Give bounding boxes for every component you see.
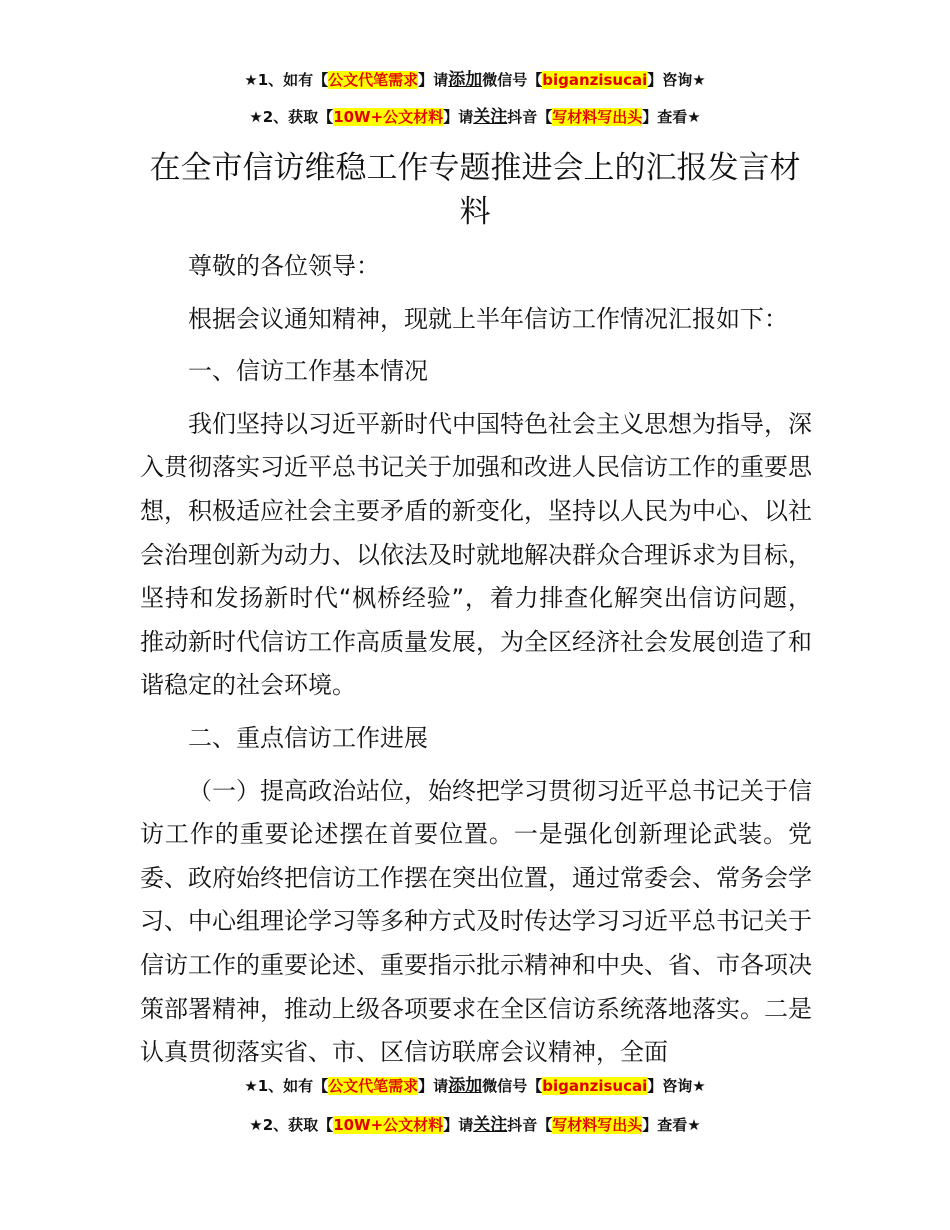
- top-banner-line-1: [0, 69, 950, 91]
- banner-text: 】咨询★: [647, 1077, 706, 1095]
- banner-text: 微信号【: [482, 1077, 543, 1095]
- banner-emphasis: 添加: [448, 70, 483, 90]
- top-banner-line-2: [0, 106, 950, 128]
- banner-wechat-id: biganzisucai: [542, 1077, 648, 1095]
- banner-text: 】查看★: [642, 1116, 701, 1134]
- banner-douyin-id: 写材料写出头: [552, 108, 643, 126]
- banner-text: 】查看★: [642, 108, 701, 126]
- banner-text: 】请: [443, 108, 474, 126]
- banner-text: ★1、如有【: [244, 1077, 329, 1095]
- banner-text: 】请: [443, 1116, 474, 1134]
- banner-text: 】咨询★: [647, 71, 706, 89]
- bottom-banner-line-1: [0, 1075, 950, 1097]
- banner-highlight: 公文代笔需求: [328, 71, 419, 89]
- banner-text: ★1、如有【: [244, 71, 329, 89]
- bottom-banner-line-2: [0, 1114, 950, 1136]
- banner-highlight: 10W+公文材料: [333, 1116, 444, 1134]
- banner-text: 微信号【: [482, 71, 543, 89]
- banner-emphasis: 添加: [448, 1076, 483, 1096]
- banner-highlight: 10W+公文材料: [333, 108, 444, 126]
- banner-highlight: 公文代笔需求: [328, 1077, 419, 1095]
- banner-text: 】请: [418, 1077, 449, 1095]
- banner-douyin-id: 写材料写出头: [552, 1116, 643, 1134]
- banner-text: ★2、获取【: [249, 108, 334, 126]
- banner-text: 抖音【: [507, 108, 553, 126]
- section-heading-2: 二、重点信访工作进展: [188, 723, 428, 752]
- body-paragraph: （一）提高政治站位，始终把学习贯彻习近平总书记关于信访工作的重要论述摆在首要位置。一是强化创新理论武装。党委、政府始终把信访工作摆在突出位置，通过常委会、常务会学习、中心组理论学习等多种方式及时传达学习习近平总书记关于信访工作的重要论述、重要指示批示精神和中央、省、市各项决策部署精神，推动上级各项要求在全区信访系统落地落实。二是认真贯彻落实省、市、区信访联席会议精神，全面: [140, 776, 812, 1067]
- section-heading-1: 一、信访工作基本情况: [188, 357, 428, 386]
- body-paragraph: 我们坚持以习近平新时代中国特色社会主义思想为指导，深入贯彻落实习近平总书记关于加强和改进人民信访工作的重要思想，积极适应社会主要矛盾的新变化，坚持以人民为中心、以社会治理创新为动力、以依法及时就地解决群众合理诉求为目标，坚持和发扬新时代“枫桥经验”，着力排查化解突出信访问题，推动新时代信访工作高质量发展，为全区经济社会发展创造了和谐稳定的社会环境。: [140, 409, 812, 700]
- banner-text: 抖音【: [507, 1116, 553, 1134]
- banner-emphasis: 关注: [473, 107, 508, 127]
- banner-emphasis: 关注: [473, 1115, 508, 1135]
- banner-text: 】请: [418, 71, 449, 89]
- document-title: 在全市信访维稳工作专题推进会上的汇报发言材料: [149, 150, 801, 230]
- intro-paragraph: 根据会议通知精神，现就上半年信访工作情况汇报如下：: [188, 304, 788, 333]
- banner-wechat-id: biganzisucai: [542, 71, 648, 89]
- salutation: 尊敬的各位领导：: [188, 252, 380, 280]
- banner-text: ★2、获取【: [249, 1116, 334, 1134]
- document-body: [140, 245, 812, 1084]
